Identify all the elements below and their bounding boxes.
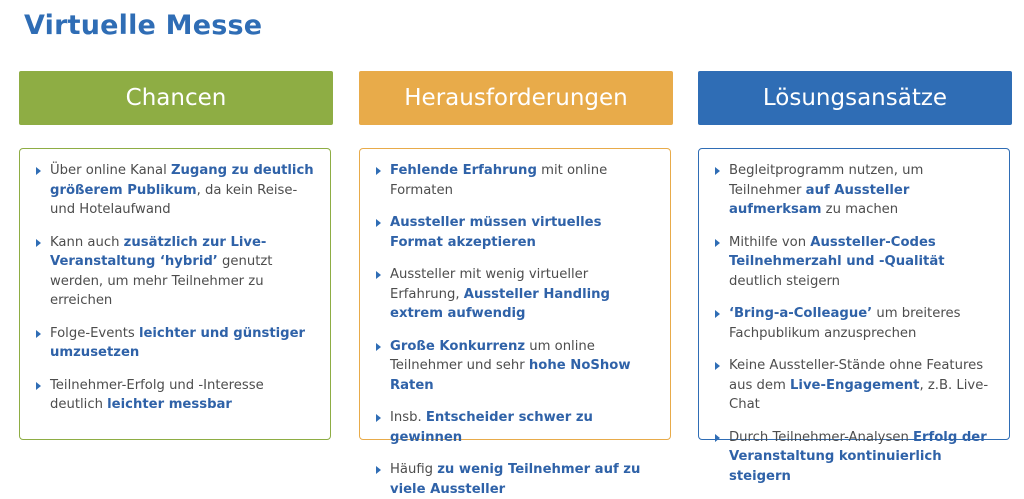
emphasis-text: Große Konkurrenz: [390, 338, 526, 354]
list-item: Kann auch zusätzlich zur Live-Veranstaltung ‘hybrid’ genutzt werden, um mehr Teilnehmer zu erreichen: [32, 233, 318, 311]
emphasis-text: Aussteller müssen virtuelles Format akzeptieren: [390, 215, 602, 250]
bullet-list: [32, 161, 318, 415]
list-box-chancen: [19, 148, 331, 440]
emphasis-text: zusätzlich zur Live-Veranstaltung ‘hybrid’: [50, 234, 267, 269]
emphasis-text: Erfolg der Veranstaltung kontinuierlich steigern: [729, 429, 987, 484]
bullet-list: [711, 161, 997, 486]
heading-chancen: Chancen: [19, 71, 333, 125]
emphasis-text: Aussteller Handling extrem aufwendig: [390, 286, 610, 321]
emphasis-text: Fehlende Erfahrung: [390, 163, 537, 178]
emphasis-text: zu wenig Teilnehmer auf zu viele Aussteller: [390, 462, 641, 497]
heading-loesungsansaetze: Lösungsansätze: [698, 71, 1012, 125]
list-item: Große Konkurrenz um online Teilnehmer und sehr hohe NoShow Raten: [372, 337, 658, 396]
page-title: Virtuelle Messe: [24, 10, 263, 41]
list-item: Aussteller mit wenig virtueller Erfahrung, Aussteller Handling extrem aufwendig: [372, 265, 658, 324]
list-item: Folge-Events leichter und günstiger umzusetzen: [32, 324, 318, 363]
list-box-herausforderungen: [359, 148, 671, 497]
list-item: Über online Kanal Zugang zu deutlich größerem Publikum, da kein Reise- und Hotelaufwand: [32, 161, 318, 220]
emphasis-text: Aussteller-Codes Teilnehmerzahl und -Qualität: [729, 234, 945, 269]
list-item: Insb. Entscheider schwer zu gewinnen: [372, 408, 658, 447]
list-item: Teilnehmer-Erfolg und -Interesse deutlich leichter messbar: [32, 376, 318, 415]
list-item: Mithilfe von Aussteller-Codes Teilnehmerzahl und -Qualität deutlich steigern: [711, 233, 997, 292]
list-item: Begleitprogramm nutzen, um Teilnehmer auf Aussteller aufmerksam zu machen: [711, 161, 997, 220]
emphasis-text: Entscheider schwer zu gewinnen: [390, 410, 593, 445]
list-item: Keine Aussteller-Stände ohne Features aus dem Live-Engagement, z.B. Live-Chat: [711, 356, 997, 415]
list-box-loesungsansaetze: [698, 148, 1010, 484]
list-item: ‘Bring-a-Colleague’ um breiteres Fachpublikum anzusprechen: [711, 304, 997, 343]
emphasis-text: Live-Engagement: [790, 377, 920, 393]
list-item: Häufig zu wenig Teilnehmer auf zu viele Aussteller: [372, 460, 658, 499]
emphasis-text: auf Aussteller aufmerksam: [729, 182, 910, 217]
list-item: Fehlende Erfahrung mit online Formaten: [372, 161, 658, 200]
emphasis-text: ‘Bring-a-Colleague’: [729, 306, 873, 321]
heading-herausforderungen: Herausforderungen: [359, 71, 673, 125]
bullet-list: [372, 161, 658, 499]
emphasis-text: leichter messbar: [107, 397, 232, 412]
list-item: [372, 213, 658, 252]
emphasis-text: hohe NoShow Raten: [390, 358, 631, 393]
list-item: Durch Teilnehmer-Analysen Erfolg der Veranstaltung kontinuierlich steigern: [711, 428, 997, 487]
emphasis-text: Zugang zu deutlich größerem Publikum: [50, 163, 314, 198]
emphasis-text: leichter und günstiger umzusetzen: [50, 325, 306, 360]
